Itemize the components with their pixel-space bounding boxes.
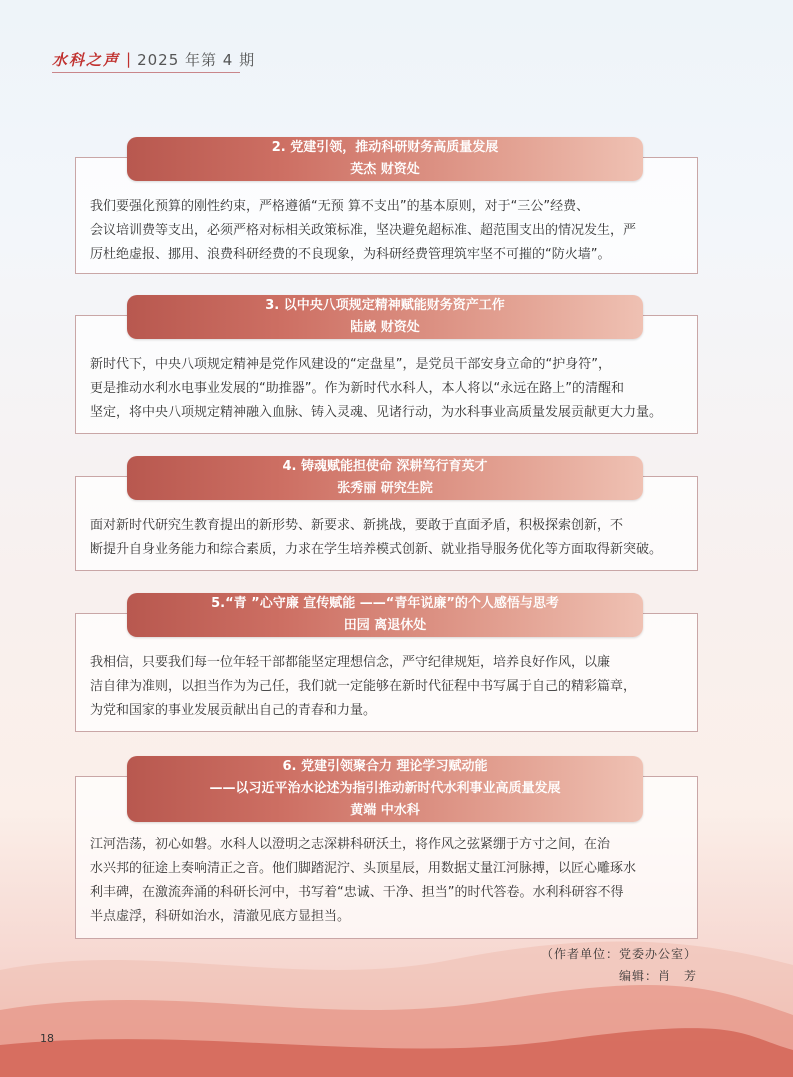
section-author: 田园 离退休处	[343, 618, 427, 633]
author-unit-note: （作者单位：党委办公室）	[540, 947, 697, 961]
header-separator: |	[126, 50, 132, 68]
article-section	[75, 593, 698, 733]
section-body	[90, 833, 686, 929]
body-line: 厉杜绝虚报、挪用、浪费科研经费的不良现象，为科研经费管理筑牢坚不可摧的“防火墙”。	[90, 247, 611, 262]
section-body	[90, 514, 686, 562]
body-line: 坚定，将中央八项规定精神融入血脉、铸入灵魂、见诸行动，为水科事业高质量发展贡献更大力量。	[90, 405, 663, 420]
magazine-header	[52, 46, 255, 72]
body-line: 我们要强化预算的刚性约束，严格遵循“无预 算不支出”的基本原则，对于“三公”经费、	[90, 199, 590, 214]
body-line: 半点虚浮，科研如治水，清澈见底方显担当。	[90, 909, 351, 924]
body-line: 江河浩荡，初心如磐。水科人以澄明之志深耕科研沃土，将作风之弦紧绷于方寸之间，在治	[90, 837, 611, 852]
page-number: 18	[40, 1032, 54, 1045]
section-title: 3. 以中央八项规定精神赋能财务资产工作	[265, 298, 505, 313]
body-line: 面对新时代研究生教育提出的新形势、新要求、新挑战，要敢于直面矛盾，积极探索创新，不	[90, 518, 624, 533]
section-subtitle: ——以习近平治水论述为指引推动新时代水利事业高质量发展	[209, 781, 561, 796]
article-section	[75, 456, 698, 571]
section-author: 陆崴 财资处	[350, 320, 420, 335]
section-title: 2. 党建引领，推动科研财务高质量发展	[271, 140, 499, 155]
section-author: 英杰 财资处	[350, 162, 420, 177]
section-title-bar	[127, 295, 643, 339]
body-line: 新时代下，中央八项规定精神是党作风建设的“定盘星”，是党员干部安身立命的“护身符”，	[90, 357, 611, 372]
article-section	[75, 756, 698, 939]
issue-label: 2025 年第 4 期	[137, 50, 256, 69]
body-line: 更是推动水利水电事业发展的“助推器”。作为新时代水科人，本人将以“永远在路上”的清醒和	[90, 381, 624, 396]
section-title: 4. 铸魂赋能担使命 深耕笃行育英才	[282, 459, 488, 474]
body-line: 利丰碑，在激流奔涌的科研长河中，书写着“忠诚、干净、担当”的时代答卷。水利科研容不得	[90, 885, 624, 900]
body-line: 会议培训费等支出，必须严格对标相关政策标准，坚决避免超标准、超范围支出的情况发生，严	[90, 223, 637, 238]
section-author: 张秀丽 研究生院	[337, 481, 433, 496]
section-title-bar	[127, 756, 643, 822]
body-line: 为党和国家的事业发展贡献出自己的青春和力量。	[90, 703, 377, 718]
section-title-bar	[127, 593, 643, 637]
section-body	[90, 651, 686, 723]
section-body	[90, 195, 686, 267]
section-body	[90, 353, 686, 425]
section-title: 5.“青 ”心守廉 宣传赋能 ——“青年说廉”的个人感悟与思考	[211, 596, 559, 611]
article-section	[75, 295, 698, 435]
section-title-bar	[127, 137, 643, 181]
article-section	[75, 137, 698, 273]
section-title: 6. 党建引领聚合力 理论学习赋动能	[282, 759, 488, 774]
body-line: 我相信，只要我们每一位年轻干部都能坚定理想信念，严守纪律规矩，培养良好作风，以廉	[90, 655, 611, 670]
body-line: 水兴邦的征途上奏响清正之音。他们脚踏泥泞、头顶星辰，用数据丈量江河脉搏，以匠心雕琢水	[90, 861, 637, 876]
section-title-bar	[127, 456, 643, 500]
body-line: 洁自律为准则，以担当作为为己任，我们就一定能够在新时代征程中书写属于自己的精彩篇章，	[90, 679, 637, 694]
editor-note: 编辑：肖 芳	[618, 969, 697, 983]
magazine-brand: 水科之声	[52, 50, 121, 69]
section-author: 黄端 中水科	[350, 803, 420, 818]
body-line: 断提升自身业务能力和综合素质，力求在学生培养模式创新、就业指导服务优化等方面取得新突破。	[90, 542, 663, 557]
header-underline	[52, 72, 240, 73]
